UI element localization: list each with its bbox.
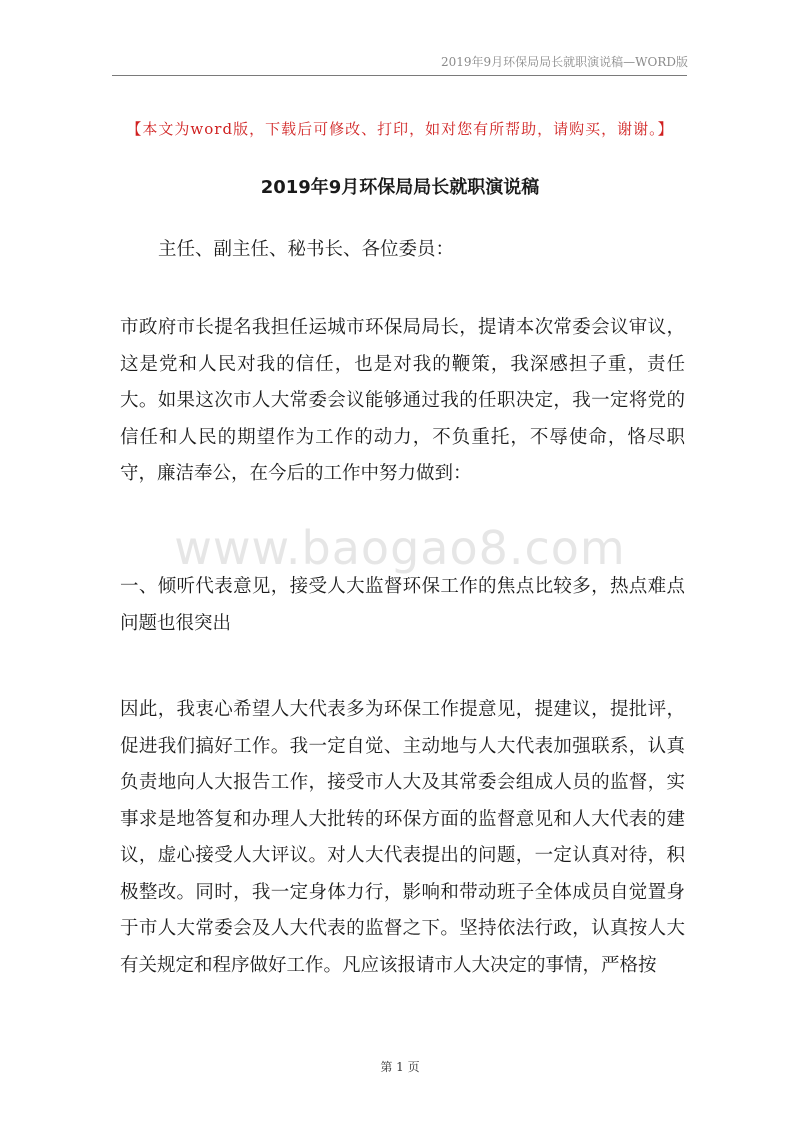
document-title: 2019年9月环保局局长就职演说稿 [260,177,540,198]
section-heading-1: 一、倾听代表意见，接受人大监督环保工作的焦点比较多，热点难点问题也很突出 [120,576,685,634]
body-paragraph-2: 因此，我衷心希望人大代表多为环保工作提意见，提建议，提批评，促进我们搞好工作。我一定自觉、主动地与人大代表加强联系，认真负责地向人大报告工作，接受市人大及其常委会组成人员的监督，实事求是地答复和办理人大批转的环保方面的监督意见和人大代表的建议，虚心接受人大评议。对人大代表提出的问题，一定认真对待，积极整改。同时，我一定身体力行，影响和带动班子全体成员自觉置身于市人大常委会及人大代表的监督之下。坚持依法行政，认真按人大有关规定和程序做好工作。凡应该报请市人大决定的事情，严格按 [120,699,685,976]
purchase-notice: 【本文为word版，下载后可修改、打印，如对您有所帮助，请购买，谢谢。】 [126,120,674,138]
page-number: 第 1 页 [380,1060,420,1074]
salutation: 主任、副主任、秘书长、各位委员： [158,239,455,260]
running-header: 2019年9月环保局局长就职演说稿—WORD版 [440,55,688,69]
body-paragraph-1: 市政府市长提名我担任运城市环保局局长，提请本次常委会议审议，这是党和人民对我的信任，也是对我的鞭策，我深感担子重，责任大。如果这次市人大常委会议能够通过我的任职决定，我一定将党的信任和人民的期望作为工作的动力，不负重托，不辱使命，恪尽职守，廉洁奉公，在今后的工作中努力做到： [120,317,685,484]
header-divider [112,75,687,76]
watermark: www.baogao8.com [174,521,626,575]
